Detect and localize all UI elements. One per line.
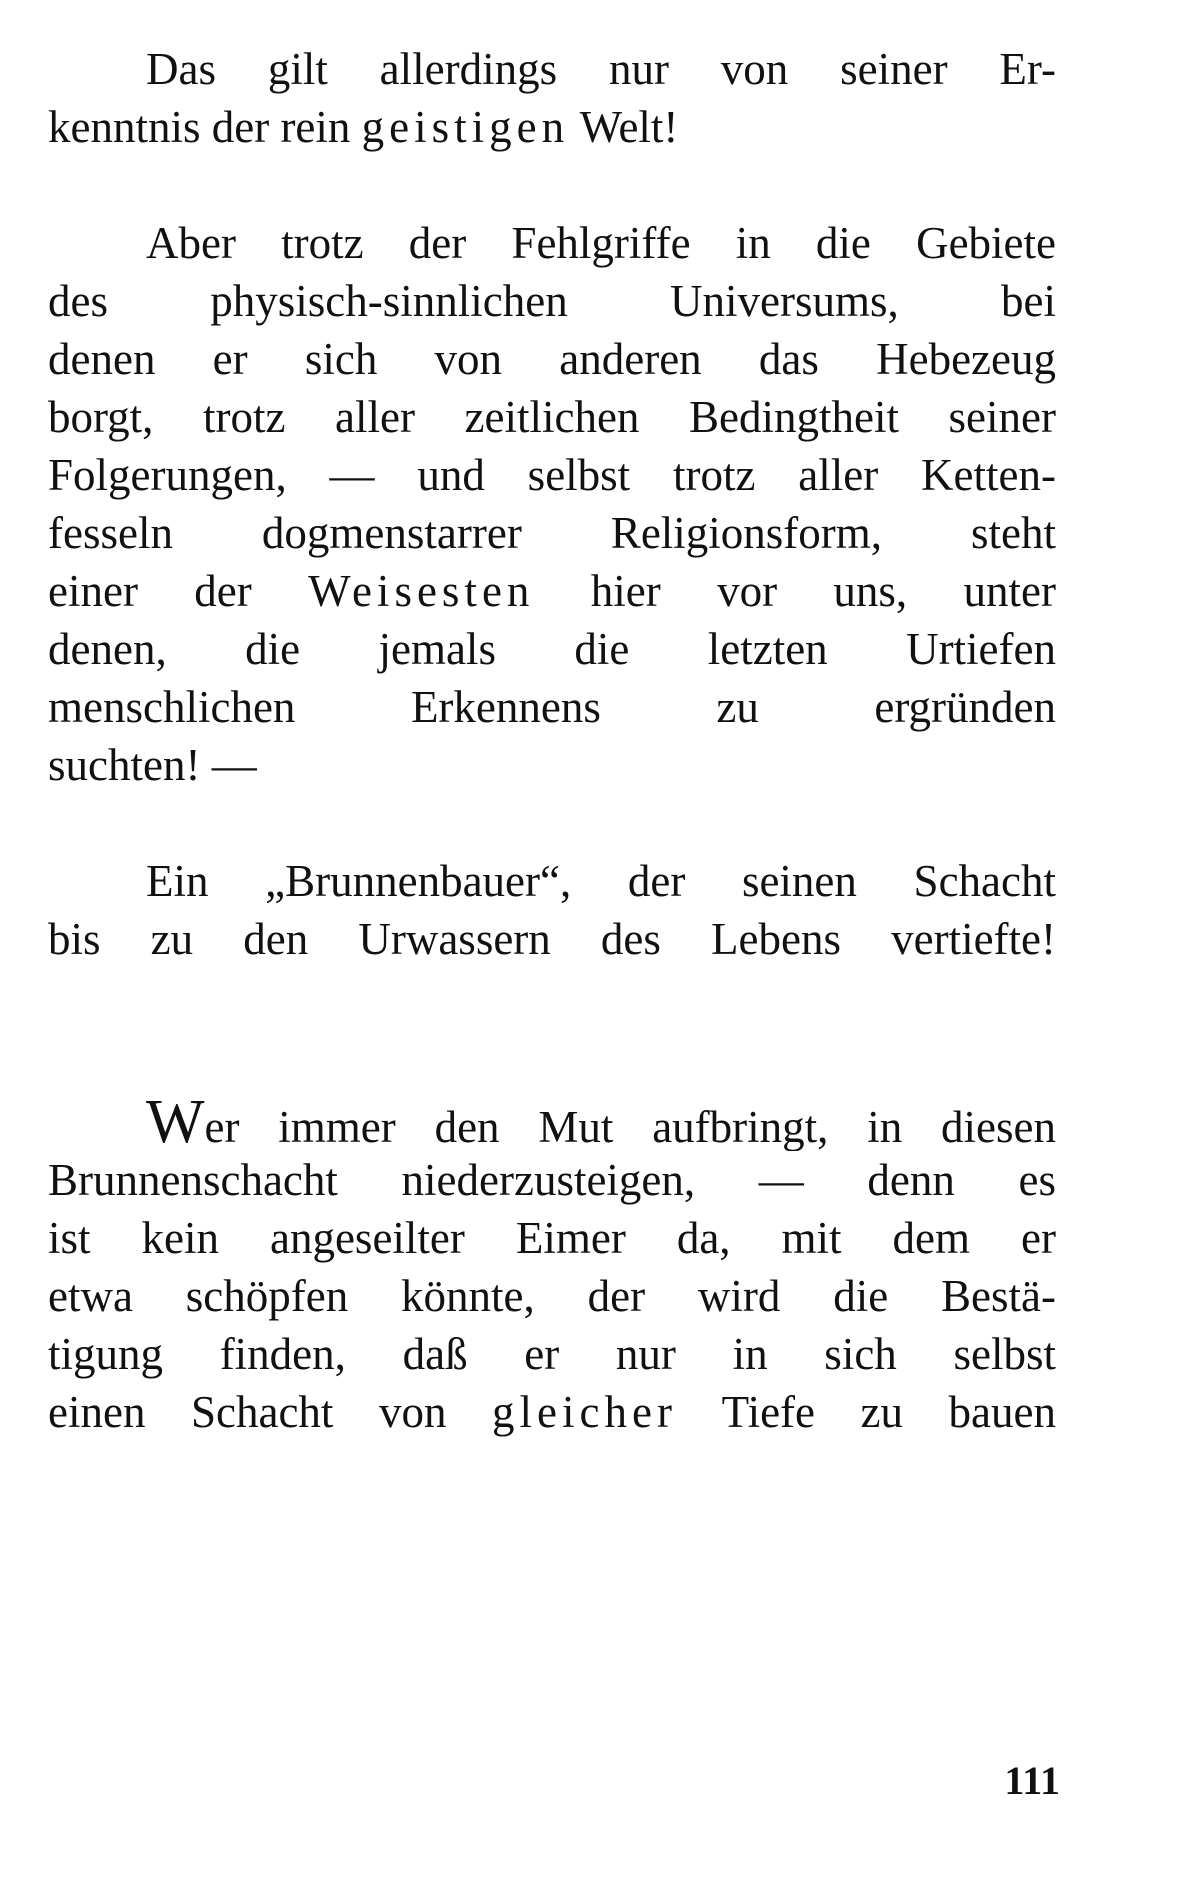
text-run: Welt!: [569, 102, 679, 152]
text-run: borgt, trotz aller zeitlichen Bedingtheit seiner: [48, 392, 1056, 442]
text-line: [48, 736, 1056, 794]
text-run: suchten! —: [48, 740, 257, 790]
text-run: fesseln dogmenstarrer Religionsform, steht: [48, 508, 1056, 558]
text-line: [48, 910, 1056, 968]
paragraph: [48, 852, 1056, 968]
text-run: ist kein angeseilter Eimer da, mit dem er: [48, 1213, 1056, 1263]
text-run: menschlichen Erkennens zu ergründen: [48, 682, 1056, 732]
text-line: [48, 330, 1056, 388]
text-run: etwa schöpfen könnte, der wird die Bestä-: [48, 1271, 1056, 1321]
text-line: [48, 214, 1056, 272]
emphasized-text: Weisesten: [308, 566, 535, 616]
text-line: [48, 388, 1056, 446]
text-line: [48, 620, 1056, 678]
text-line: [48, 504, 1056, 562]
text-line: [48, 1209, 1056, 1267]
text-line: [48, 678, 1056, 736]
text-run: denen, die jemals die letzten Urtiefen: [48, 624, 1056, 674]
text-line: [48, 1383, 1056, 1441]
paragraph: [48, 40, 1056, 156]
text-run: Aber trotz der Fehlgriffe in die Gebiete: [146, 218, 1056, 268]
text-run: tigung finden, daß er nur in sich selbst: [48, 1329, 1056, 1379]
text-run: er immer den Mut aufbringt, in diesen: [204, 1102, 1056, 1151]
book-page: [48, 40, 1056, 1499]
text-line: [48, 562, 1056, 620]
text-run: einen Schacht von: [48, 1387, 493, 1437]
text-run: Brunnenschacht niederzusteigen, — denn es: [48, 1155, 1056, 1205]
text-line: [48, 1325, 1056, 1383]
text-line: [48, 1093, 1056, 1151]
text-line: [48, 272, 1056, 330]
text-run: Ein „Brunnenbauer“, der seinen Schacht: [146, 856, 1056, 906]
text-line: [48, 1151, 1056, 1209]
text-line: [48, 852, 1056, 910]
text-run: des physisch-sinnlichen Universums, bei: [48, 276, 1056, 326]
text-run: Folgerungen, — und selbst trotz aller Ketten-: [48, 450, 1056, 500]
text-line: [48, 1267, 1056, 1325]
emphasized-text: geistigen: [361, 102, 570, 152]
page-number: 111: [1004, 1758, 1060, 1803]
text-run: einer der: [48, 566, 309, 616]
text-line: [48, 98, 1056, 156]
paragraph: [48, 1093, 1056, 1441]
text-run: bis zu den Urwassern des Lebens vertiefte!: [48, 914, 1056, 964]
text-run: denen er sich von anderen das Hebezeug: [48, 334, 1056, 384]
emphasized-text: gleicher: [492, 1387, 677, 1437]
text-run: kenntnis der rein: [48, 102, 362, 152]
text-run: hier vor uns, unter: [534, 566, 1056, 616]
initial-letter: W: [146, 1093, 205, 1151]
text-run: Tiefe zu bauen: [676, 1387, 1056, 1437]
text-line: [48, 446, 1056, 504]
paragraph: [48, 214, 1056, 794]
text-line: [48, 40, 1056, 98]
text-run: Das gilt allerdings nur von seiner Er-: [146, 44, 1056, 94]
